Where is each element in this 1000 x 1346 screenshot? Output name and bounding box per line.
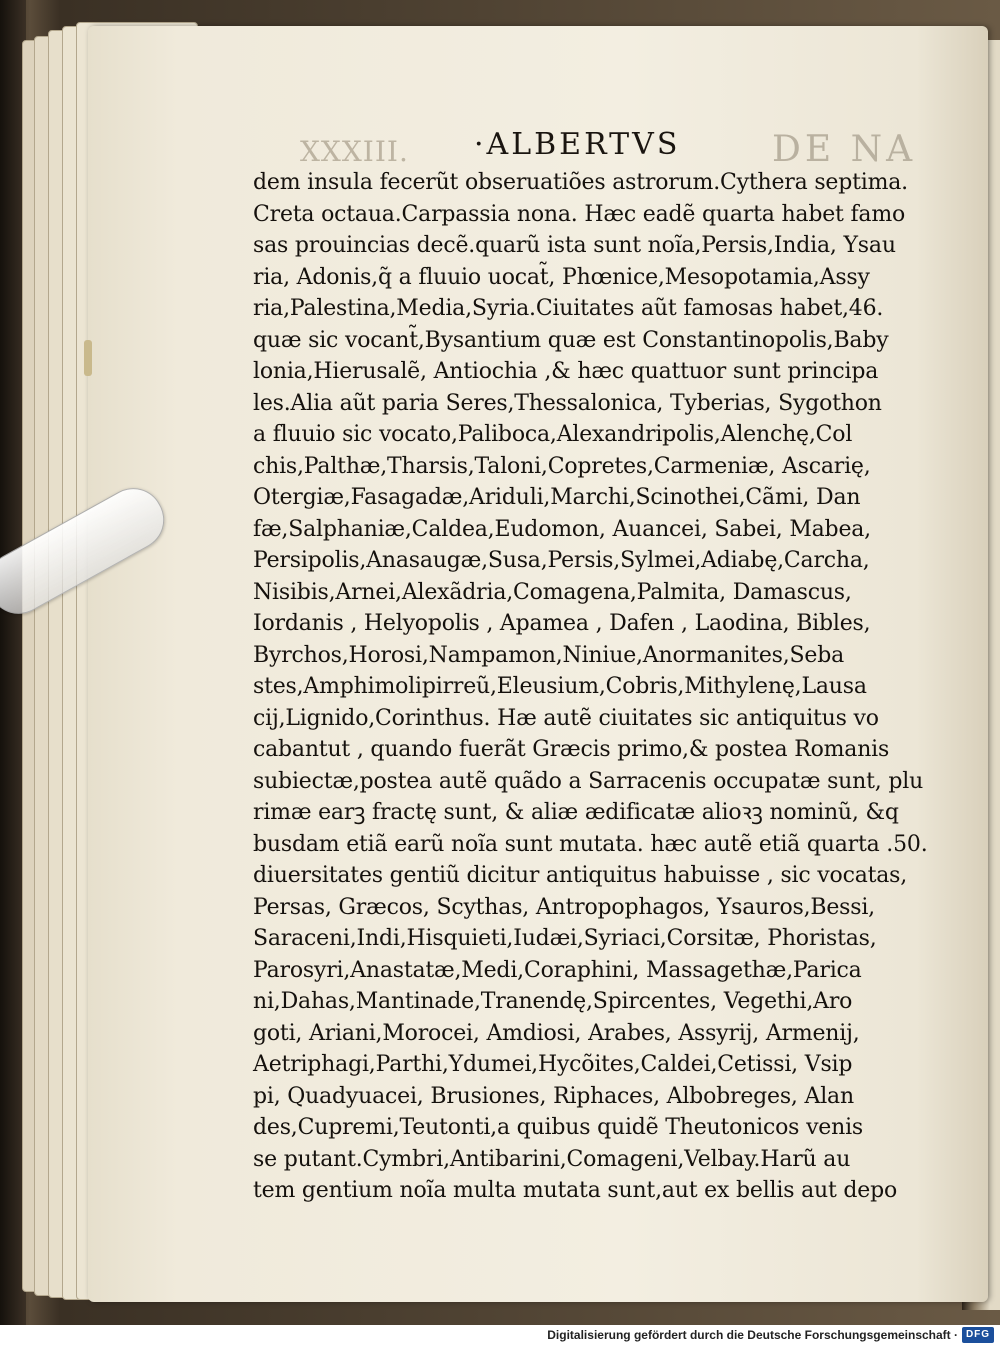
text-line: lonia,Hierusalẽ, Antiochia ,& hæc quattuor sunt principa <box>253 359 879 384</box>
text-line: ni,Dahas,Mantinade,Tranendę,Spircentes, Vegethi,Aro <box>253 989 853 1014</box>
text-line: Persas, Græcos, Scythas, Antropophagos, Ysauros,Bessi, <box>253 894 875 920</box>
text-line: Parosyri,Anastatæ,Medi,Coraphini, Massagethæ,Parica <box>253 957 862 983</box>
text-line: Otergiæ,Fasagadæ,Ariduli,Marchi,Scinothei,Cãmi, Dan <box>253 485 861 510</box>
running-head-title: ALBERTVS <box>486 127 681 162</box>
text-line: Aetriphagi,Parthi,Ydumei,Hycõites,Caldei,Cetissi, Vsip <box>253 1052 853 1077</box>
text-line: pi, Quadyuacei, Brusiones, Riphaces, Albobreges, Alan <box>253 1083 854 1109</box>
text-line: les.Alia aũt paria Seres,Thessalonica, Tyberias, Sygothon <box>253 390 882 416</box>
text-line: dem insula fecerũt obseruatiões astrorum.Cythera septima. <box>253 170 908 195</box>
dfg-logo <box>962 1327 994 1343</box>
text-line: des,Cupremi,Teutonti,a quibus quidẽ Theutonicos venis <box>253 1115 864 1140</box>
text-line: ria,Palestina,Media,Syria.Ciuitates aũt famosas habet,46. <box>253 296 884 321</box>
text-line: Persipolis,Anasaugæ,Susa,Persis,Sylmei,Adiabę,Carcha, <box>253 548 870 573</box>
footer-bar <box>0 1325 1000 1346</box>
text-line: cij,Lignido,Corinthus. Hæ autẽ ciuitates sic antiquitus vo <box>253 705 879 731</box>
running-head-mark: · <box>474 127 487 162</box>
binding-tab <box>84 340 92 376</box>
text-line: quæ sic vocant̃,Bysantium quæ est Constantinopolis,Baby <box>253 327 889 353</box>
text-line: busdam etiã earũ noĩa sunt mutata. hæc autẽ etiã quarta .50. <box>253 831 928 857</box>
text-line: chis,Palthæ,Tharsis,Taloni,Copretes,Carmeniæ, Ascarię, <box>253 453 871 479</box>
running-head <box>474 127 680 162</box>
text-line: Saraceni,Indi,Hisquieti,Iudæi,Syriaci,Corsitæ, Phoristas, <box>253 926 877 951</box>
text-line: fæ,Salphaniæ,Caldea,Eudomon, Auancei, Sabei, Mabea, <box>253 516 871 542</box>
text-line: ria, Adonis,q̃ a fluuio uocat̃, Phœnice,Mesopotamia,Assy <box>253 264 870 290</box>
text-line: Iordanis , Helyopolis , Apamea , Dafen , Laodina, Bibles, <box>253 611 871 636</box>
text-line: goti, Ariani,Morocei, Amdiosi, Arabes, Assyrij, Armenij, <box>253 1020 860 1046</box>
bleed-through-heading: DE NA <box>772 129 917 170</box>
text-line: Creta octaua.Carpassia nona. Hæc eadẽ quarta habet famo <box>253 201 906 227</box>
text-line: cabantut , quando fuerãt Græcis primo,& postea Romanis <box>253 737 890 762</box>
text-line: subiectæ,postea autẽ quãdo a Sarracenis occupatæ sunt, plu <box>253 768 924 794</box>
text-line: se putant.Cymbri,Antibarini,Comageni,Velbay.Harũ au <box>253 1146 851 1172</box>
bleed-through-folio: XXXIII. <box>300 135 409 168</box>
text-line: tem gentium noĩa multa mutata sunt,aut ex bellis aut depo <box>253 1178 898 1203</box>
text-line: sas prouincias decẽ.quarũ ista sunt noĩa,Persis,India, Ysau <box>253 233 896 258</box>
text-line: rimæ earꝫ fractę sunt, & aliæ ædificatæ alioꝛꝫ nominũ, &q <box>253 800 899 825</box>
dfg-logo-text: DFG <box>965 1329 991 1340</box>
text-block <box>253 167 928 1207</box>
funding-credit: Digitalisierung gefördert durch die Deutsche Forschungsgemeinschaft · <box>547 1328 958 1342</box>
text-line: Byrchos,Horosi,Nampamon,Niniue,Anormanites,Seba <box>253 642 845 668</box>
text-line: a fluuio sic vocato,Paliboca,Alexandripolis,Alenchę,Col <box>253 422 853 447</box>
text-line: diuersitates gentiũ dicitur antiquitus habuisse , sic vocatas, <box>253 863 908 888</box>
text-line: Nisibis,Arnei,Alexãdria,Comagena,Palmita, Damascus, <box>253 579 852 605</box>
text-line: stes,Amphimolipirreũ,Eleusium,Cobris,Mithylenę,Lausa <box>253 674 867 699</box>
